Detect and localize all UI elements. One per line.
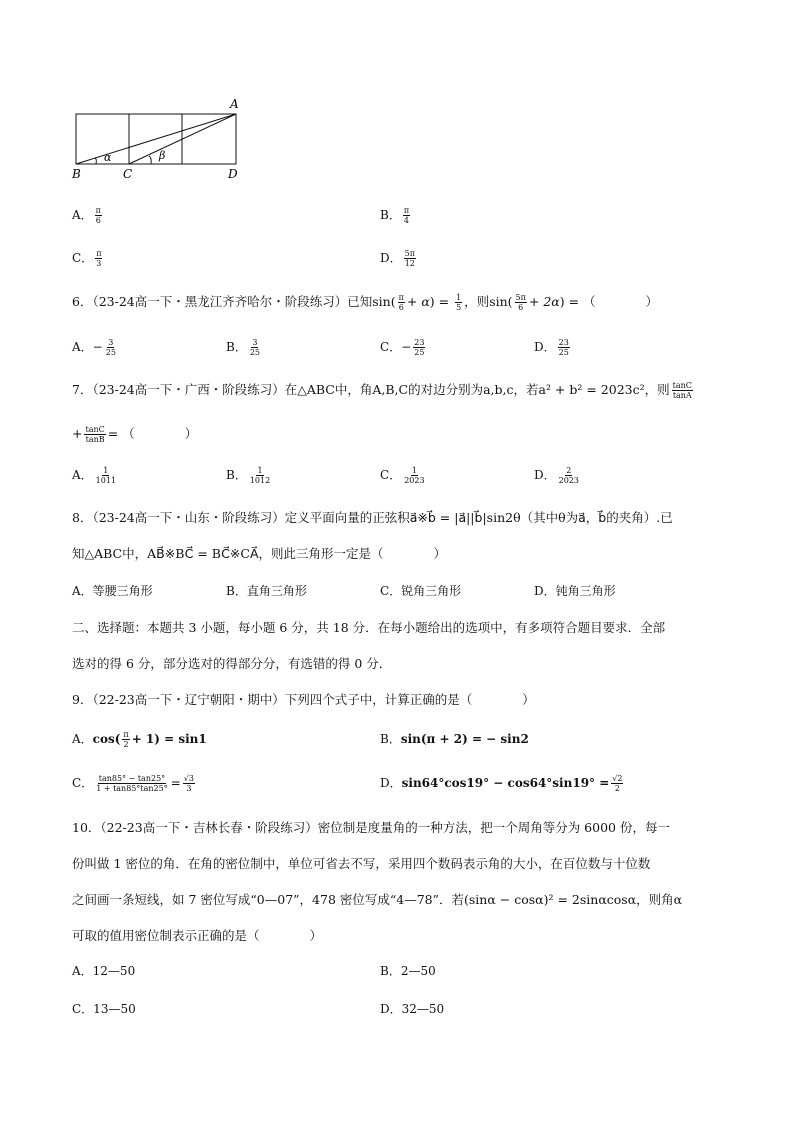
q10-stem-line3: 之间画一条短线，如 7 密位写成“0—07”，478 密位写成“4—78”．若(sinα − cosα)² = 2sinαcosα，则角α (72, 892, 683, 907)
q9-stem: 9．（22-23高一下・辽宁朝阳・期中）下列四个式子中，计算正确的是（ ） (72, 692, 535, 707)
q8-stem-line2: 知△ABC中，AB⃗※BC⃗ = BC⃗※CA⃗，则此三角形一定是（ ） (72, 546, 446, 561)
q10-option-c: C．13—50 (72, 1002, 136, 1016)
alpha-arc (95, 158, 96, 164)
q10-stem-line2: 份叫做 1 密位的角．在角的密位制中，单位可省去不写，采用四个数码表示角的大小，在百位数与十位数 (72, 856, 651, 871)
q10-stem-line1: 10．（22-23高一下・吉林长春・阶段练习）密位制是度量角的一种方法，把一个周角等分为 6000 份，每一 (72, 820, 670, 835)
q7-option-d: D． $\frac{2}{2023}$ (534, 466, 579, 485)
q10-option-d: D．32—50 (380, 1002, 445, 1016)
q8-option-c: C．锐角三角形 (380, 584, 462, 598)
q6-option-a: A．− $\frac{3}{25}$ (72, 338, 116, 357)
q6-option-d: D． $\frac{23}{25}$ (534, 338, 569, 357)
q7-stem-line2: + $\frac{\tan C}{\tan B}$ = （ ） (72, 425, 198, 444)
q5-option-b: B． $\frac{\pi}{4}$ (380, 206, 410, 225)
beta-arc (149, 156, 151, 164)
q10-stem-line4: 可取的值用密位制表示正确的是（ ） (72, 928, 323, 943)
label-A: A (230, 97, 239, 111)
q5-option-d: D． $\frac{5\pi}{12}$ (380, 249, 415, 268)
geometry-figure (66, 96, 252, 184)
q9-option-d: D．sin64°cos19° − cos64°sin19° = $\frac{√2}{2}$ (380, 774, 623, 793)
q10-option-a: A．12—50 (72, 964, 136, 978)
label-beta: β (159, 149, 166, 162)
q7-option-a: A． $\frac{1}{1011}$ (72, 466, 117, 485)
label-B: B (72, 167, 81, 181)
figure-line-BA (76, 114, 236, 164)
q6-option-b: B． $\frac{3}{25}$ (226, 338, 261, 357)
q10-option-b: B．2—50 (380, 964, 436, 978)
q5-option-a: A． $\frac{\pi}{6}$ (72, 206, 101, 225)
q6-stem: 6．（23-24高一下・黑龙江齐齐哈尔・阶段练习）已知sin( $\frac{\pi}{6}$ + α) = $\frac{1}{5}$ ，则sin( $\frac{5\pi}{6}$ + 2α) = （ ） (72, 293, 659, 312)
q7-option-b: B． $\frac{1}{1012}$ (226, 466, 271, 485)
q7-option-c: C． $\frac{1}{2023}$ (380, 466, 425, 485)
section2-instructions-line1: 二、选择题：本题共 3 小题，每小题 6 分，共 18 分．在每小题给出的选项中，有多项符合题目要求．全部 (72, 620, 666, 635)
q6-option-c: C．− $\frac{23}{25}$ (380, 338, 425, 357)
label-alpha: α (104, 151, 112, 164)
q8-option-a: A．等腰三角形 (72, 584, 153, 598)
q9-option-c: C． $\frac{\tan 85^\circ - \tan 25^\circ}{1 + \tan 85^\circ\tan 25^\circ}$ = $\frac{√3}{3}$ (72, 774, 194, 793)
label-C: C (123, 167, 133, 181)
q8-option-b: B．直角三角形 (226, 584, 307, 598)
q7-stem-line1: 7．（23-24高一下・广西・阶段练习）在△ABC中，角A,B,C的对边分别为a,b,c，若a² + b² = 2023c²，则 $\frac{\tan C}{\tan A}$ (72, 381, 692, 400)
q9-option-b: B．sin(π + 2) = − sin2 (380, 732, 529, 746)
label-D: D (228, 167, 238, 181)
q9-option-a: A．cos( $\frac{\pi}{2}$ + 1) = sin1 (72, 730, 207, 749)
section2-instructions-line2: 选对的得 6 分，部分选对的得部分分，有选错的得 0 分． (72, 656, 392, 671)
q8-option-d: D．钝角三角形 (534, 584, 616, 598)
q8-stem-line1: 8．（23-24高一下・山东・阶段练习）定义平面向量的正弦积a⃗※b⃗ = |a⃗||b⃗|sin2θ（其中θ为a⃗，b⃗的夹角）.已 (72, 510, 673, 525)
q5-option-c: C． $\frac{\pi}{3}$ (72, 249, 102, 268)
